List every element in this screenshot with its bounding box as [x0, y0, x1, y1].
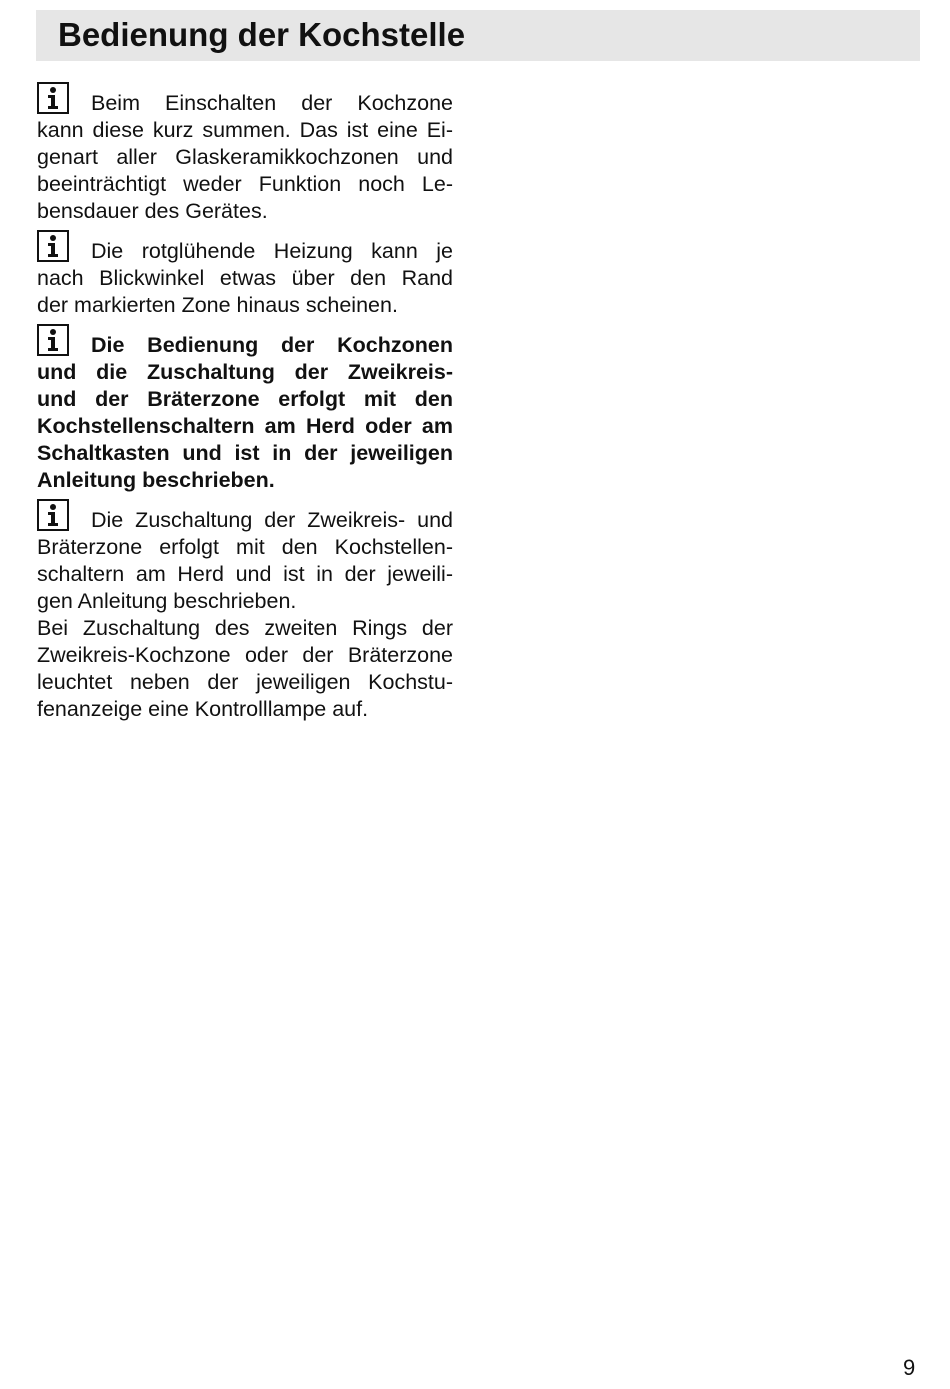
- note-line: Die Bedienung der Kochzonen: [91, 333, 453, 357]
- note-line: Kochstellenschaltern am Herd oder am: [37, 414, 453, 438]
- note-line: leuchtet neben der jeweiligen Kochstu-: [37, 670, 453, 694]
- info-icon: [37, 324, 69, 356]
- page-number: 9: [903, 1355, 916, 1380]
- note-line: beeinträchtigt weder Funktion noch Le-: [37, 172, 453, 196]
- note-line: Anleitung beschrieben.: [37, 468, 275, 492]
- note-line: Schaltkasten und ist in der jeweiligen: [37, 441, 453, 465]
- note-line: Zweikreis-Kochzone oder der Bräterzone: [37, 643, 453, 667]
- section-header: [36, 10, 920, 61]
- note-line: nach Blickwinkel etwas über den Rand: [37, 266, 453, 290]
- info-icon: [37, 82, 69, 114]
- note-line: gen Anleitung beschrieben.: [37, 589, 297, 613]
- info-icon: [37, 499, 69, 531]
- info-note-3: [37, 332, 453, 494]
- note-line: und der Bräterzone erfolgt mit den: [37, 387, 453, 411]
- note-line: Bei Zuschaltung des zweiten Rings der: [37, 616, 453, 640]
- page-title: Bedienung der Kochstelle: [58, 16, 466, 53]
- info-icon: [37, 230, 69, 262]
- info-note-4: [37, 507, 453, 723]
- note-line: kann diese kurz summen. Das ist eine Ei-: [37, 118, 453, 142]
- note-line: schaltern am Herd und ist in der jeweili-: [37, 562, 453, 586]
- note-line: und die Zuschaltung der Zweikreis-: [37, 360, 453, 384]
- info-note-1: [37, 90, 453, 225]
- note-line: genart aller Glaskeramikkochzonen und: [37, 145, 453, 169]
- note-line: Beim Einschalten der Kochzone: [91, 91, 453, 115]
- note-line: Die Zuschaltung der Zweikreis- und: [91, 508, 453, 532]
- note-line: der markierten Zone hinaus scheinen.: [37, 293, 398, 317]
- note-line: Die rotglühende Heizung kann je: [91, 239, 453, 263]
- info-note-2: [37, 238, 453, 319]
- note-line: fenanzeige eine Kontrolllampe auf.: [37, 697, 369, 721]
- note-line: Bräterzone erfolgt mit den Kochstellen-: [37, 535, 453, 559]
- note-line: bensdauer des Gerätes.: [37, 199, 268, 223]
